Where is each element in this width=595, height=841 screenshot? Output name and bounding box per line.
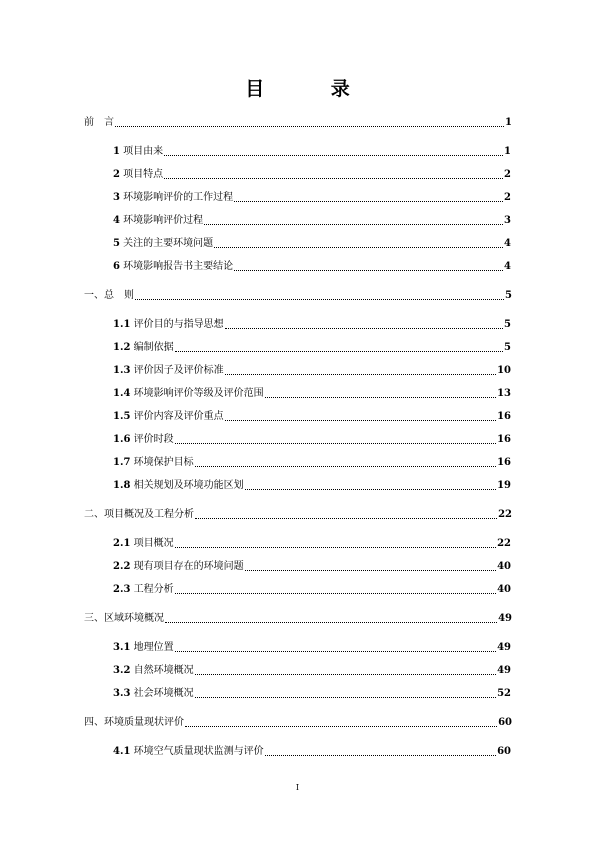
toc-entry-page: 16 <box>497 457 511 468</box>
toc-entry-page: 1 <box>505 117 512 128</box>
toc-section-entry[interactable] <box>113 411 511 423</box>
toc-section-entry[interactable] <box>113 665 511 677</box>
toc-entry-number: 1.5 <box>113 411 131 422</box>
toc-chapter-entry[interactable] <box>84 509 512 521</box>
toc-entry-label <box>84 509 194 521</box>
toc-entry-number: 1.8 <box>113 480 131 491</box>
toc-section-entry[interactable] <box>113 146 511 158</box>
toc-leader-dots <box>175 650 496 652</box>
toc-entry-label <box>113 665 194 677</box>
toc-entry-label <box>113 561 244 573</box>
toc-entry-page: 19 <box>497 480 511 491</box>
toc-entry-number: 1.4 <box>113 388 131 399</box>
toc-section-entry[interactable] <box>113 342 511 354</box>
toc-leader-dots <box>164 154 503 156</box>
toc-leader-dots <box>245 569 496 571</box>
toc-entry-text: 评价内容及评价重点 <box>133 411 224 422</box>
toc-chapter-entry[interactable] <box>84 717 512 729</box>
toc-entry-text: 环境影响报告书主要结论 <box>123 261 234 272</box>
toc-leader-dots <box>195 465 496 467</box>
toc-entry-text: 评价因子及评价标准 <box>133 365 224 376</box>
toc-entry-label <box>113 584 174 596</box>
toc-entry-number: 2 <box>113 169 120 180</box>
toc-section-entry[interactable] <box>113 238 511 250</box>
toc-entry-label <box>113 388 264 400</box>
toc-leader-dots <box>164 177 503 179</box>
toc-section-entry[interactable] <box>113 538 511 550</box>
toc-leader-dots <box>225 327 503 329</box>
toc-entry-page: 1 <box>504 146 511 157</box>
toc-entry-page: 49 <box>497 665 511 676</box>
toc-leader-dots <box>115 125 504 127</box>
toc-chapter-entry[interactable] <box>84 613 512 625</box>
toc-entry-text: 环境影响评价的工作过程 <box>123 192 234 203</box>
toc-entry-text: 社会环境概况 <box>133 688 194 699</box>
toc-entry-text: 现有项目存在的环境问题 <box>133 561 244 572</box>
toc-section-entry[interactable] <box>113 480 511 492</box>
toc-section-entry[interactable] <box>113 688 511 700</box>
toc-leader-dots <box>165 621 497 623</box>
toc-entry-number: 1.7 <box>113 457 131 468</box>
toc-entry-page: 5 <box>504 342 511 353</box>
toc-chapter-entry[interactable] <box>84 290 512 302</box>
toc-entry-page: 49 <box>498 613 512 624</box>
toc-leader-dots <box>195 673 496 675</box>
toc-entry-text: 地理位置 <box>133 642 174 653</box>
toc-entry-label <box>113 688 194 700</box>
toc-entry-text: 评价目的与指导思想 <box>133 319 224 330</box>
toc-leader-dots <box>185 725 497 727</box>
toc-entry-label <box>113 342 174 354</box>
toc-entry-text: 环境空气质量现状监测与评价 <box>133 746 264 757</box>
toc-leader-dots <box>234 269 503 271</box>
toc-entry-label <box>113 169 163 181</box>
toc-entry-text: 相关规划及环境功能区划 <box>133 480 244 491</box>
toc-entry-page: 22 <box>498 509 512 520</box>
toc-section-entry[interactable] <box>113 261 511 273</box>
toc-entry-page: 10 <box>497 365 511 376</box>
toc-entry-text: 项目由来 <box>123 146 164 157</box>
toc-entry-page: 13 <box>497 388 511 399</box>
toc-leader-dots <box>175 592 496 594</box>
toc-entry-label <box>113 215 203 227</box>
toc-entry-label <box>113 192 233 204</box>
toc-section-entry[interactable] <box>113 169 511 181</box>
toc-section-entry[interactable] <box>113 192 511 204</box>
toc-entry-number: 1 <box>113 146 120 157</box>
toc-entry-page: 16 <box>497 434 511 445</box>
toc-entry-text: 工程分析 <box>133 584 174 595</box>
toc-entry-page: 40 <box>497 561 511 572</box>
toc-leader-dots <box>175 442 496 444</box>
toc-entry-page: 2 <box>504 169 511 180</box>
toc-entry-label <box>84 717 184 729</box>
toc-entry-text: 环境影响评价过程 <box>123 215 204 226</box>
toc-leader-dots <box>225 419 496 421</box>
toc-entry-number: 3.2 <box>113 665 131 676</box>
toc-entry-number: 2.1 <box>113 538 131 549</box>
toc-leader-dots <box>135 298 504 300</box>
toc-section-entry[interactable] <box>113 319 511 331</box>
toc-leader-dots <box>265 754 496 756</box>
toc-leader-dots <box>265 396 496 398</box>
toc-entry-number: 5 <box>113 238 120 249</box>
toc-entry-label <box>113 238 213 250</box>
toc-entry-text: 环境影响评价等级及评价范围 <box>133 388 264 399</box>
toc-leader-dots <box>234 200 503 202</box>
toc-entry-page: 22 <box>497 538 511 549</box>
toc-entry-label <box>113 434 174 446</box>
toc-entry-number: 6 <box>113 261 120 272</box>
toc-entry-number: 1.6 <box>113 434 131 445</box>
toc-entry-number: 4 <box>113 215 120 226</box>
toc-entry-page: 2 <box>504 192 511 203</box>
toc-entry-number: 3 <box>113 192 120 203</box>
toc-entry-label <box>113 319 224 331</box>
toc-entry-page: 5 <box>504 319 511 330</box>
toc-entry-text: 二、项目概况及工程分析 <box>84 509 194 520</box>
toc-entry-text: 关注的主要环境问题 <box>123 238 214 249</box>
toc-entry-label <box>84 290 134 302</box>
toc-section-entry[interactable] <box>113 561 511 573</box>
toc-entry-number: 3.1 <box>113 642 131 653</box>
toc-leader-dots <box>195 696 496 698</box>
toc-entry-label <box>113 261 233 273</box>
toc-section-entry[interactable] <box>113 642 511 654</box>
toc-entry-number: 1.2 <box>113 342 131 353</box>
toc-chapter-entry[interactable] <box>84 117 512 129</box>
toc-entry-text: 项目概况 <box>133 538 174 549</box>
toc-section-entry[interactable] <box>113 388 511 400</box>
toc-entry-label <box>84 613 164 625</box>
toc-entry-page: 49 <box>497 642 511 653</box>
toc-leader-dots <box>214 246 503 248</box>
toc-entry-text: 前 言 <box>84 117 114 128</box>
toc-entry-text: 评价时段 <box>133 434 174 445</box>
toc-entry-text: 三、区域环境概况 <box>84 613 164 624</box>
toc-leader-dots <box>195 517 497 519</box>
toc-section-entry[interactable] <box>113 746 511 758</box>
toc-section-entry[interactable] <box>113 215 511 227</box>
toc-entry-page: 3 <box>504 215 511 226</box>
toc-entry-label <box>113 746 264 758</box>
toc-entry-text: 项目特点 <box>123 169 164 180</box>
toc-entry-text: 自然环境概况 <box>133 665 194 676</box>
toc-entry-number: 3.3 <box>113 688 131 699</box>
toc-entry-page: 16 <box>497 411 511 422</box>
toc-leader-dots <box>175 350 503 352</box>
toc-entry-label <box>113 411 224 423</box>
toc-entry-label <box>113 642 174 654</box>
toc-entry-page: 60 <box>498 717 512 728</box>
toc-entry-number: 1.3 <box>113 365 131 376</box>
toc-entry-text: 编制依据 <box>133 342 174 353</box>
toc-section-entry[interactable] <box>113 457 511 469</box>
toc-entry-page: 52 <box>497 688 511 699</box>
toc-leader-dots <box>225 373 496 375</box>
toc-entry-page: 60 <box>497 746 511 757</box>
page-number: I <box>295 783 300 792</box>
toc-entry-text: 环境保护目标 <box>133 457 194 468</box>
toc-entry-number: 2.3 <box>113 584 131 595</box>
toc-entry-label <box>113 457 194 469</box>
toc-entry-label <box>113 480 244 492</box>
toc-leader-dots <box>204 223 503 225</box>
toc-entry-number: 1.1 <box>113 319 131 330</box>
toc-entry-label <box>113 538 174 550</box>
toc-entry-label <box>84 117 114 129</box>
toc-entry-label <box>113 365 224 377</box>
toc-entry-page: 5 <box>505 290 512 301</box>
toc-entry-page: 4 <box>504 261 511 272</box>
toc-section-entry[interactable] <box>113 584 511 596</box>
page-title: 目 录 <box>245 78 380 100</box>
toc-entry-page: 4 <box>504 238 511 249</box>
toc-entry-text: 四、环境质量现状评价 <box>84 717 184 728</box>
toc-entry-label <box>113 146 163 158</box>
toc-leader-dots <box>245 488 496 490</box>
toc-entry-text: 一、总 则 <box>84 290 134 301</box>
toc-entry-page: 40 <box>497 584 511 595</box>
toc-entry-number: 4.1 <box>113 746 131 757</box>
toc-entry-number: 2.2 <box>113 561 131 572</box>
toc-section-entry[interactable] <box>113 434 511 446</box>
toc-section-entry[interactable] <box>113 365 511 377</box>
toc-leader-dots <box>175 546 496 548</box>
